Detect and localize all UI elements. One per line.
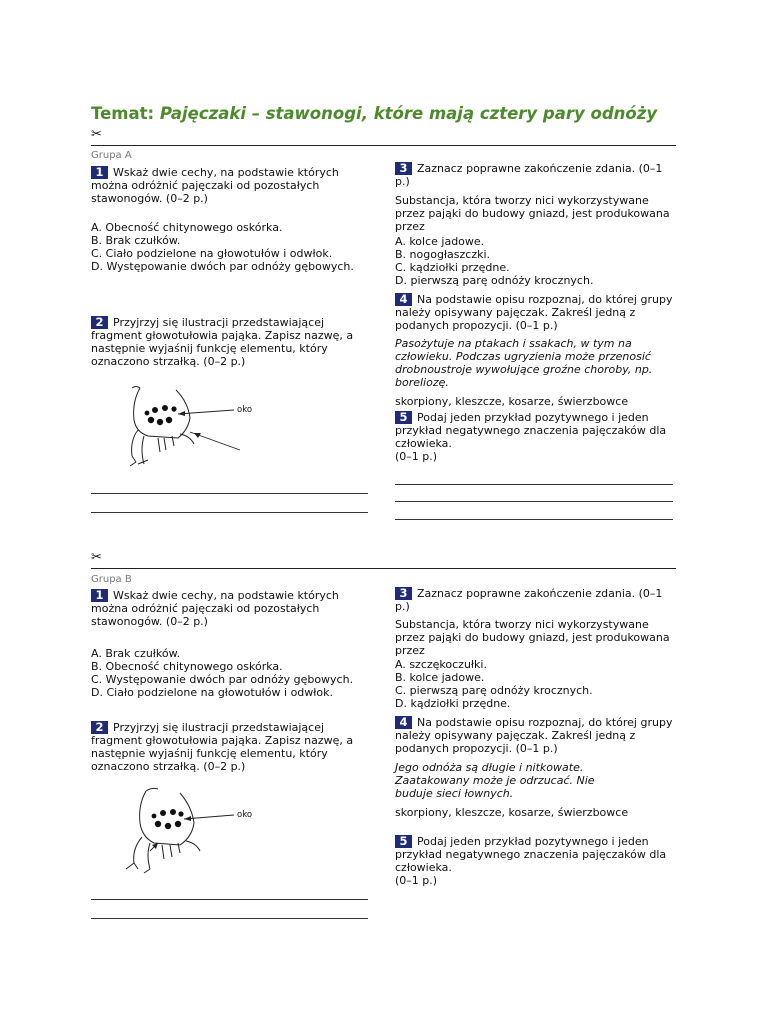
answer-option[interactable]: D. Ciało podzielone na głowotułów i odwłok. bbox=[91, 686, 333, 699]
question-stem: Substancja, która tworzy nici wykorzystywane przez pająki do budowy gniazd, jest produkowana przez bbox=[395, 194, 670, 233]
answer-line[interactable] bbox=[91, 493, 368, 494]
question-text: Przyjrzyj się ilustracji przedstawiającej fragment głowotułowia pająka. Zapisz nazwę, a następnie wyjaśnij funkcję elementu, który oznaczono strzałką. (0–2 p.) bbox=[91, 721, 354, 773]
answer-option[interactable]: C. Występowanie dwóch par odnóży gębowych. bbox=[91, 673, 354, 686]
eye-label: oko bbox=[237, 810, 253, 820]
answer-option[interactable]: A. kolce jadowe. bbox=[395, 235, 485, 248]
question-5 bbox=[395, 835, 670, 874]
answer-option[interactable]: D. kądziołki przędne. bbox=[395, 697, 511, 710]
spider-illustration bbox=[118, 785, 278, 875]
question-number: 3 bbox=[395, 162, 412, 175]
answer-line[interactable] bbox=[395, 519, 673, 520]
answer-option[interactable]: A. Obecność chitynowego oskórka. bbox=[91, 221, 283, 234]
answer-line[interactable] bbox=[91, 918, 368, 919]
title-subject: Pajęczaki – stawonogi, które mają cztery pary odnóży bbox=[159, 104, 658, 123]
answer-option[interactable]: C. kądziołki przędne. bbox=[395, 261, 510, 274]
cut-line bbox=[91, 568, 676, 569]
answer-option[interactable]: B. kolce jadowe. bbox=[395, 671, 485, 684]
answer-list bbox=[395, 658, 593, 710]
answer-option[interactable]: D. Występowanie dwóch par odnóży gębowych. bbox=[91, 260, 354, 273]
answer-list bbox=[91, 647, 353, 699]
question-text: Na podstawie opisu rozpoznaj, do której grupy należy opisywany pajęczak. Zakreśl jedną z podanych propozycji. (0–1 p.) bbox=[395, 716, 673, 755]
question-3 bbox=[395, 162, 677, 188]
question-number: 4 bbox=[395, 293, 412, 306]
eye-label: oko bbox=[237, 405, 253, 415]
answer-list bbox=[91, 221, 354, 273]
question-3 bbox=[395, 587, 677, 613]
question-1 bbox=[91, 166, 366, 205]
question-number: 2 bbox=[91, 316, 108, 329]
question-2 bbox=[91, 721, 371, 773]
answer-option[interactable]: C. pierwszą parę odnóży krocznych. bbox=[395, 684, 593, 697]
question-text: Zaznacz poprawne zakończenie zdania. (0–1 p.) bbox=[395, 587, 663, 613]
answer-line[interactable] bbox=[395, 484, 673, 485]
question-4 bbox=[395, 293, 679, 332]
question-5 bbox=[395, 411, 670, 450]
answer-line[interactable] bbox=[91, 512, 368, 513]
cut-line bbox=[91, 145, 676, 146]
question-text: Wskaż dwie cechy, na podstawie których można odróżnić pajęczaki od pozostałych stawonogów. (0–2 p.) bbox=[91, 589, 339, 628]
options-to-circle[interactable]: skorpiony, kleszcze, kosarze, świerzbowce bbox=[395, 806, 629, 819]
answer-list bbox=[395, 235, 593, 287]
question-2 bbox=[91, 316, 371, 368]
answer-option[interactable]: B. Brak czułków. bbox=[91, 234, 181, 247]
points: (0–1 p.) bbox=[395, 450, 438, 463]
answer-line[interactable] bbox=[395, 501, 673, 502]
scissors-icon: ✂ bbox=[91, 550, 102, 565]
question-number: 4 bbox=[395, 716, 412, 729]
question-text: Zaznacz poprawne zakończenie zdania. (0–1 p.) bbox=[395, 162, 663, 188]
title-prefix: Temat: bbox=[91, 104, 160, 123]
question-stem: Substancja, która tworzy nici wykorzystywane przez pająki do budowy gniazd, jest produkowana przez bbox=[395, 618, 670, 657]
options-to-circle[interactable]: skorpiony, kleszcze, kosarze, świerzbowce bbox=[395, 395, 629, 408]
question-text: Przyjrzyj się ilustracji przedstawiającej fragment głowotułowia pająka. Zapisz nazwę, a następnie wyjaśnij funkcję elementu, który oznaczono strzałką. (0–2 p.) bbox=[91, 316, 354, 368]
question-number: 2 bbox=[91, 721, 108, 734]
description: Jego odnóża są długie i nitkowate. Zaatakowany może je odrzucać. Nie buduje sieci łownych. bbox=[395, 761, 595, 800]
points: (0–1 p.) bbox=[395, 874, 438, 887]
answer-option[interactable]: C. Ciało podzielone na głowotułów i odwłok. bbox=[91, 247, 333, 260]
answer-line[interactable] bbox=[91, 899, 368, 900]
question-number: 3 bbox=[395, 587, 412, 600]
question-number: 1 bbox=[91, 166, 108, 179]
answer-option[interactable]: B. nogogłaszczki. bbox=[395, 248, 491, 261]
group-a-label: Grupa A bbox=[91, 150, 132, 161]
question-text: Podaj jeden przykład pozytywnego i jeden przykład negatywnego znaczenia pajęczaków dla człowieka. bbox=[395, 835, 667, 874]
question-number: 1 bbox=[91, 589, 108, 602]
answer-option[interactable]: A. Brak czułków. bbox=[91, 647, 181, 660]
question-4 bbox=[395, 716, 679, 755]
question-text: Na podstawie opisu rozpoznaj, do której grupy należy opisywany pajęczak. Zakreśl jedną z podanych propozycji. (0–1 p.) bbox=[395, 293, 673, 332]
page-title bbox=[91, 104, 657, 123]
question-number: 5 bbox=[395, 835, 412, 848]
question-text: Wskaż dwie cechy, na podstawie których można odróżnić pajęczaki od pozostałych stawonogów. (0–2 p.) bbox=[91, 166, 339, 205]
answer-option[interactable]: A. szczękoczułki. bbox=[395, 658, 487, 671]
question-1 bbox=[91, 589, 366, 628]
spider-illustration bbox=[118, 380, 278, 470]
question-text: Podaj jeden przykład pozytywnego i jeden przykład negatywnego znaczenia pajęczaków dla człowieka. bbox=[395, 411, 667, 450]
description: Pasożytuje na ptakach i ssakach, w tym na człowieku. Podczas ugryzienia może przenosić drobnoustroje wywołujące groźne choroby, np. boreliozę. bbox=[395, 337, 653, 389]
scissors-icon: ✂ bbox=[91, 127, 102, 142]
answer-option[interactable]: D. pierwszą parę odnóży krocznych. bbox=[395, 274, 594, 287]
group-b-label: Grupa B bbox=[91, 574, 132, 585]
question-number: 5 bbox=[395, 411, 412, 424]
answer-option[interactable]: B. Obecność chitynowego oskórka. bbox=[91, 660, 283, 673]
